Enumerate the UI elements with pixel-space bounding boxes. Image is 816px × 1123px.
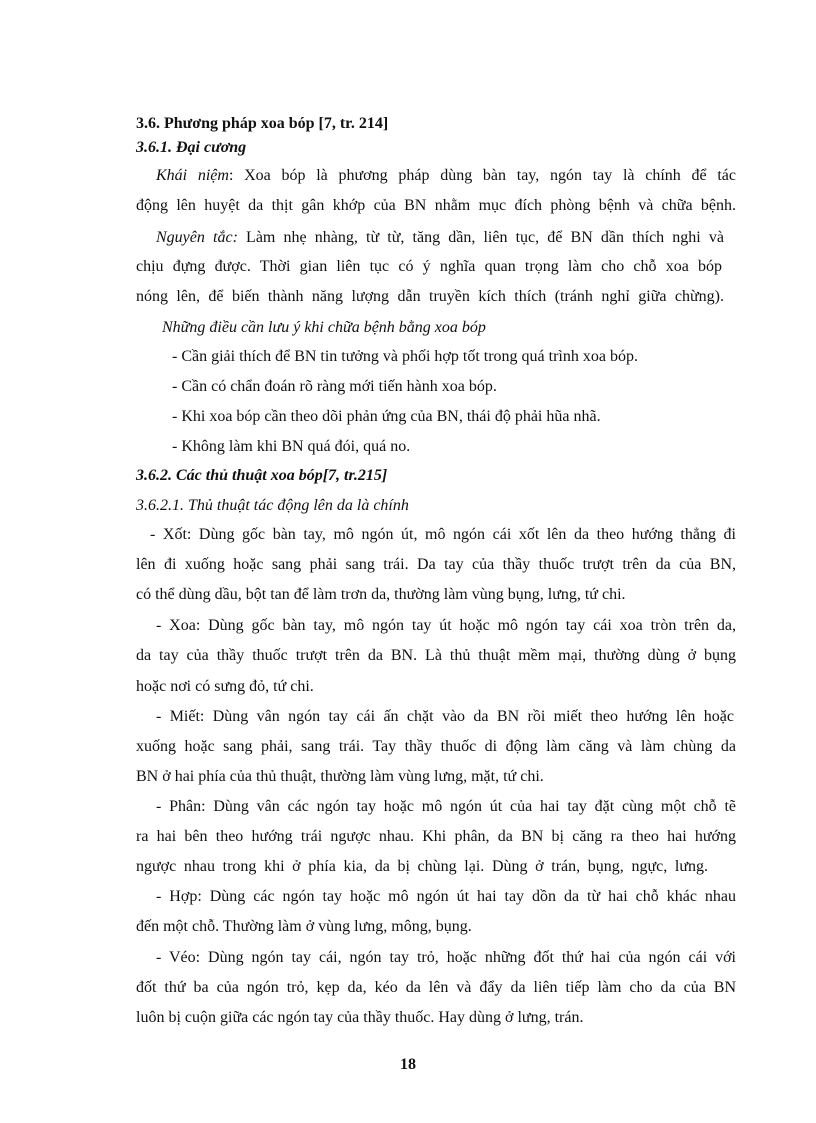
paragraph-hop-line: đến một chỗ. Thường làm ở vùng lưng, mông, bụng.	[136, 918, 472, 935]
paragraph-veo-line: đốt thứ ba của ngón trỏ, kẹp da, kéo da lên và đẩy da liên tiếp làm cho da của BN	[136, 979, 736, 996]
nguyen-tac-line-1	[156, 228, 724, 248]
luu-y-item: - Khi xoa bóp cần theo dõi phản ứng của BN, thái độ phải hũa nhã.	[172, 408, 601, 425]
paragraph-xoa-line: da tay của thầy thuốc trượt trên da BN. Là thủ thuật mềm mại, thường dùng ở bụng	[136, 647, 736, 664]
paragraph-xot-line: có thể dùng dầu, bột tan để làm trơn da, thường làm vùng bụng, lưng, tứ chi.	[136, 586, 626, 603]
subsubsection-heading: 3.6.2.1. Thủ thuật tác động lên da là chính	[136, 497, 409, 514]
paragraph-veo-line: - Véo: Dùng ngón tay cái, ngón tay trỏ, hoặc những đốt thứ hai của ngón cái với	[156, 949, 736, 966]
paragraph-xoa-line: hoặc nơi có sưng đỏ, tứ chi.	[136, 678, 314, 695]
paragraph-miet-line: BN ở hai phía của thủ thuật, thường làm vùng lưng, mặt, tứ chi.	[136, 768, 544, 785]
paragraph-hop-line: - Hợp: Dùng các ngón tay hoặc mô ngón út hai tay dồn da từ hai chỗ khác nhau	[156, 888, 736, 905]
khai-niem-term: Khái niệm	[156, 167, 229, 184]
subsection-heading-dai-cuong: 3.6.1. Đại cương	[136, 139, 247, 156]
nguyen-tac-line-2: chịu đựng được. Thời gian liên tục có ý nghĩa quan trọng làm cho chỗ xoa bóp	[136, 258, 722, 275]
luu-y-item: - Không làm khi BN quá đói, quá no.	[172, 438, 411, 455]
luu-y-item: - Cần giải thích để BN tin tưởng và phối hợp tốt trong quá trình xoa bóp.	[172, 348, 638, 365]
section-heading: 3.6. Phương pháp xoa bóp [7, tr. 214]	[136, 115, 389, 132]
khai-niem-text: : Xoa bóp là phương pháp dùng bàn tay, ngón tay là chính để tác	[228, 167, 737, 184]
khai-niem-line-2: động lên huyệt da thịt gân khớp của BN nhằm mục đích phòng bệnh và chữa bệnh.	[136, 197, 736, 214]
paragraph-phan-line: ra hai bên theo hướng trái ngược nhau. Khi phân, da BN bị căng ra theo hai hướng	[136, 828, 736, 845]
paragraph-miet-line: xuống hoặc sang phải, sang trái. Tay thầy thuốc di động làm căng và làm chùng da	[136, 738, 736, 755]
nguyen-tac-line-3: nóng lên, để biến thành năng lượng dẫn truyền kích thích (tránh nghỉ giữa chừng).	[136, 288, 724, 305]
paragraph-phan-line: ngược nhau trong khi ở phía kia, da bị chùng lại. Dùng ở trán, bụng, ngực, lưng.	[136, 858, 708, 875]
paragraph-miet-line: - Miết: Dùng vân ngón tay cái ấn chặt vào da BN rồi miết theo hướng lên hoặc	[156, 708, 734, 725]
luu-y-item: - Cần có chẩn đoán rõ ràng mới tiến hành xoa bóp.	[172, 378, 497, 395]
luu-y-title: Những điều cần lưu ý khi chữa bệnh bằng xoa bóp	[162, 319, 486, 336]
nguyen-tac-text: Làm nhẹ nhàng, từ từ, tăng dần, liên tục, để BN dần thích nghi và	[237, 229, 725, 246]
subsection-heading-thu-thuat: 3.6.2. Các thủ thuật xoa bóp[7, tr.215]	[136, 467, 388, 484]
khai-niem-line-1	[156, 166, 736, 186]
paragraph-phan-line: - Phân: Dùng vân các ngón tay hoặc mô ngón út của hai tay đặt cùng một chỗ tẽ	[156, 798, 736, 815]
nguyen-tac-term: Nguyên tắc:	[156, 229, 238, 246]
paragraph-xoa-line: - Xoa: Dùng gốc bàn tay, mô ngón tay út hoặc mô ngón tay cái xoa tròn trên da,	[156, 617, 736, 634]
page-number: 18	[400, 1056, 416, 1073]
paragraph-xot-line: - Xốt: Dùng gốc bàn tay, mô ngón út, mô ngón cái xốt lên da theo hướng thẳng đi	[150, 526, 736, 543]
paragraph-xot-line: lên đi xuống hoặc sang phải sang trái. Da tay của thầy thuốc trượt trên da của BN,	[136, 556, 736, 573]
paragraph-veo-line: luôn bị cuộn giữa các ngón tay của thầy thuốc. Hay dùng ở lưng, trán.	[136, 1009, 584, 1026]
